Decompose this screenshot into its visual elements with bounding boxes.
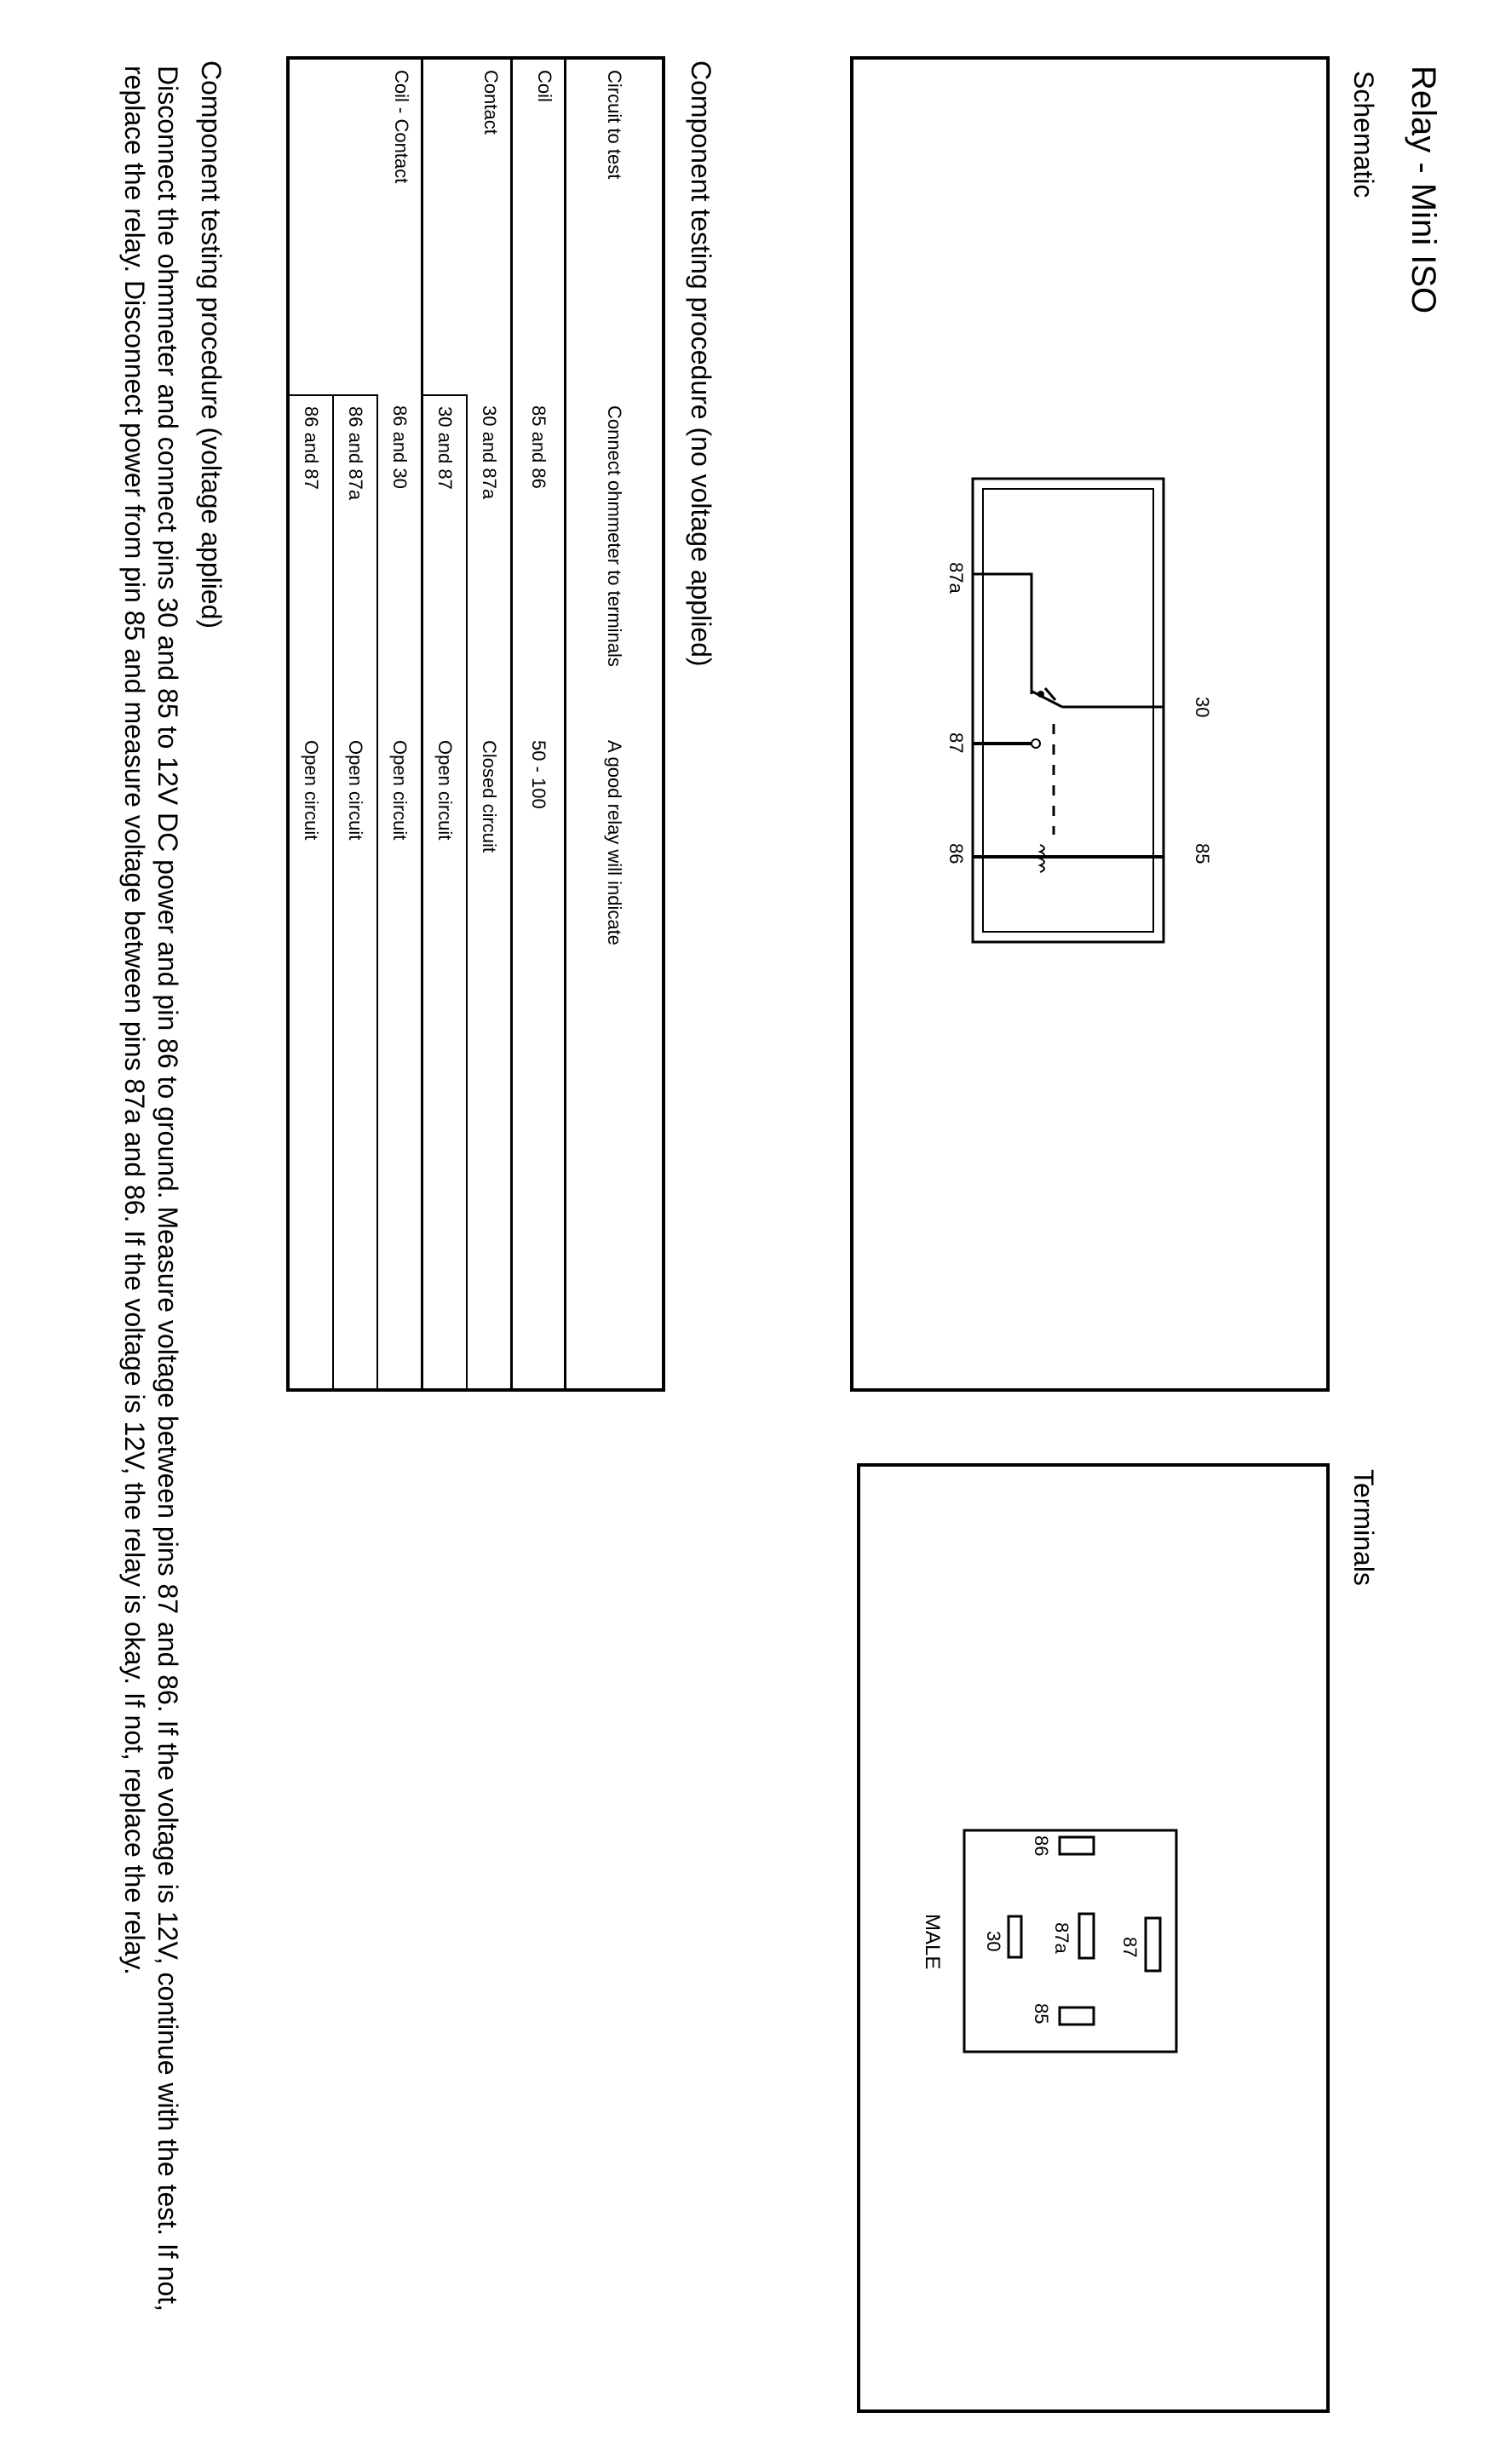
terminals-cell: 85 and 86 (512, 395, 566, 730)
terminal-label-86: 86 (1031, 1835, 1052, 1857)
table-row (512, 58, 566, 1390)
result-cell: 50 - 100 (512, 730, 566, 1390)
terminal-label-30: 30 (983, 1931, 1004, 1952)
schematic-label-87: 87 (945, 732, 967, 754)
voltage-heading: Component testing procedure (voltage applied) (196, 60, 227, 629)
ohmmeter-test-table (286, 56, 665, 1392)
page-title: Relay - Mini ISO (1405, 66, 1442, 314)
no-voltage-heading: Component testing procedure (no voltage applied) (686, 60, 716, 667)
terminal-86 (1060, 1837, 1094, 1854)
terminal-30 (1009, 1916, 1021, 1957)
terminal-label-87: 87 (1119, 1937, 1141, 1958)
voltage-procedure-text: Disconnect the ohmmeter and connect pins 30 and 85 to 12V DC power and pin 86 to ground. Measure voltage between pins 87 and 86. If the voltage is 12V, continue with the test. If not, replace the relay. Disconnect power from pin 85 and measure voltage between pins 87a and 86. If the voltage is 12V, the relay is okay. If not, replace the relay. (119, 66, 183, 2312)
terminal-layout-diagram (860, 1467, 1326, 2409)
terminal-label-87a: 87a (1051, 1922, 1072, 1954)
terminal-87 (1146, 1918, 1160, 1971)
schematic-outer-frame (973, 479, 1164, 942)
schematic-label-86: 86 (945, 843, 967, 864)
terminals-cell: 30 and 87 (422, 395, 468, 730)
schematic-label-85: 85 (1192, 843, 1213, 864)
terminals-cell: 86 and 30 (377, 395, 422, 730)
result-cell: Open circuit (377, 730, 422, 1390)
table-row (377, 58, 422, 1390)
result-cell: Open circuit (333, 730, 377, 1390)
relay-schematic-diagram (853, 60, 1326, 1388)
schematic-inner-frame (983, 489, 1153, 932)
pin-87-contact (1032, 739, 1040, 748)
header-circuit: Circuit to test (566, 58, 664, 395)
schematic-label-30: 30 (1192, 697, 1213, 718)
table-header-row (566, 58, 664, 1390)
header-result: A good relay will indicate (566, 730, 664, 1390)
terminal-87a (1079, 1914, 1094, 1958)
terminal-85 (1060, 2007, 1094, 2025)
schematic-heading: Schematic (1348, 71, 1379, 198)
pin-87a-wire (973, 574, 1032, 694)
circuit-cell: Contact (422, 58, 512, 395)
table-row (467, 58, 512, 1390)
terminals-panel (857, 1463, 1330, 2413)
switch-contact (1037, 691, 1044, 698)
switch-arm (1032, 692, 1062, 707)
schematic-label-87a: 87a (945, 562, 967, 594)
schematic-panel (850, 56, 1330, 1392)
terminals-heading: Terminals (1348, 1469, 1379, 1586)
result-cell: Open circuit (288, 730, 333, 1390)
result-cell: Open circuit (422, 730, 468, 1390)
result-cell: Closed circuit (467, 730, 512, 1390)
terminals-cell: 30 and 87a (467, 395, 512, 730)
terminal-label-85: 85 (1031, 2003, 1052, 2025)
header-terminals: Connect ohmmeter to terminals (566, 395, 664, 730)
circuit-cell: Coil (512, 58, 566, 395)
terminals-cell: 86 and 87a (333, 395, 377, 730)
circuit-cell: Coil - Contact (288, 58, 422, 395)
connector-gender-label: MALE (921, 1914, 944, 1970)
terminals-cell: 86 and 87 (288, 395, 333, 730)
